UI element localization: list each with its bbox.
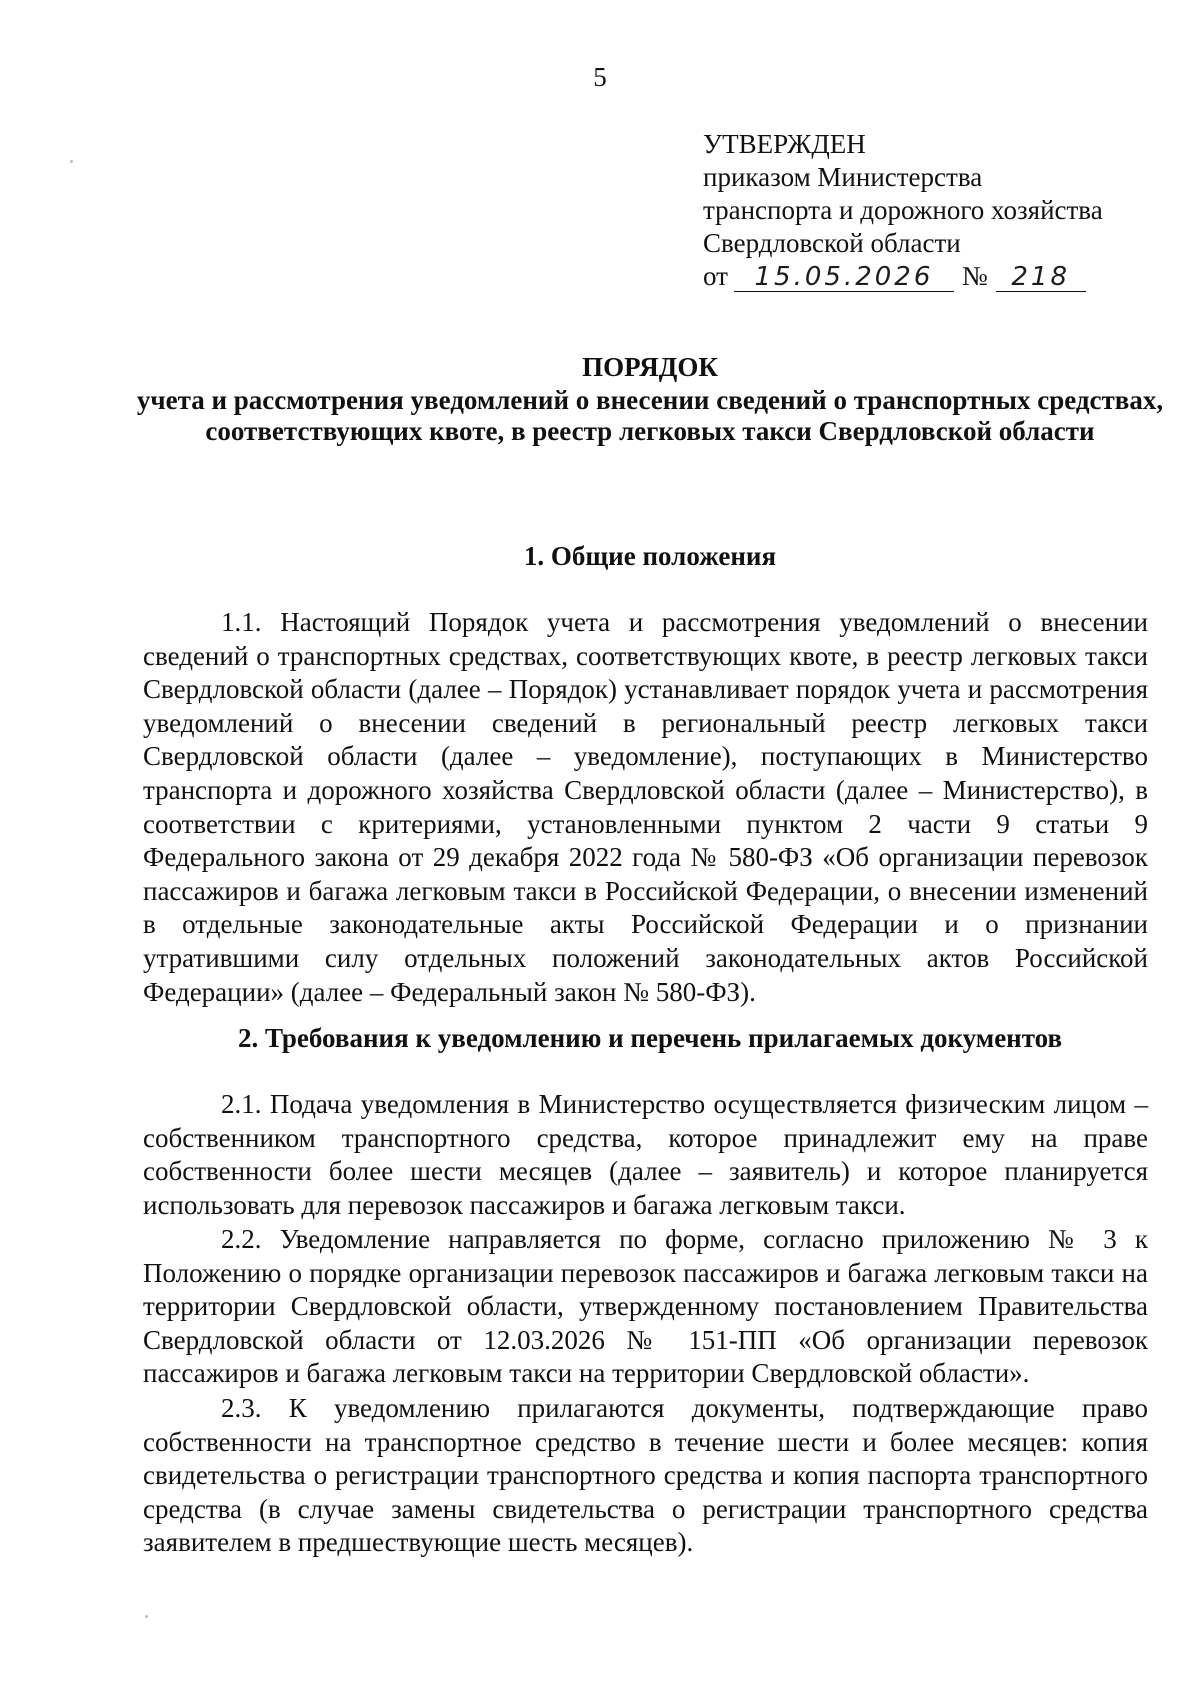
number-prefix: № (961, 261, 988, 291)
paragraph-2-2: 2.2. Уведомление направляется по форме, согласно приложению № 3 к Положению о порядке организации перевозок пассажиров и багажа легковым такси на территории Свердловской области, утвержденному постановлением Правительства Свердловской области от 12.03.2026 № 151-ПП «Об организации перевозок пассажиров и багажа легковым такси на территории Свердловской области». (143, 1224, 1148, 1389)
scan-speck (145, 1615, 148, 1618)
date-prefix: от (703, 261, 728, 291)
page-number: 5 (593, 62, 607, 92)
document-title (120, 352, 1180, 447)
approval-line-1: приказом Министерства (703, 162, 983, 192)
section-heading-2: 2. Требования к уведомлению и перечень прилагаемых документов (237, 1023, 1063, 1053)
document-title-main: ПОРЯДОК (582, 352, 718, 382)
paragraph-1-1: 1.1. Настоящий Порядок учета и рассмотрения уведомлений о внесении сведений о транспортных средствах, соответствующих квоте, в реестр легковых такси Свердловской области (далее – Порядок) устанавливает порядок учета и рассмотрения уведомлений о внесении сведений в региональный реестр легковых такси Свердловской области (далее – уведомление), поступающих в Министерство транспорта и дорожного хозяйства Свердловской области (далее – Министерство), в соответствии с критериями, установленными пунктом 2 части 9 статьи 9 Федерального закона от 29 декабря 2022 года № 580-ФЗ «Об организации перевозок пассажиров и багажа легковым такси в Российской Федерации, о внесении изменений в отдельные законодательные акты Российской Федерации и о признании утратившими силу отдельных положений законодательных актов Российской Федерации» (далее – Федеральный закон № 580-ФЗ). (143, 607, 1148, 1007)
approval-date-number-line (703, 260, 1173, 293)
approval-number-handwritten: 218 (996, 263, 1086, 292)
approval-date-handwritten: 15.05.2026 (734, 263, 954, 292)
approval-line-3: Свердловской области (703, 228, 961, 258)
paragraph-2-3: 2.3. К уведомлению прилагаются документы, подтверждающие право собственности на транспортное средство в течение шести и более месяцев: копия свидетельства о регистрации транспортного средства и копия паспорта транспортного средства (в случае замены свидетельства о регистрации транспортного средства заявителем в предшествующие шесть месяцев). (143, 1393, 1148, 1558)
paragraph-2-1: 2.1. Подача уведомления в Министерство осуществляется физическим лицом – собственником транспортного средства, которое принадлежит ему на праве собственности более шести месяцев (далее – заявитель) и которое планируется использовать для перевозок пассажиров и багажа легковым такси. (143, 1089, 1148, 1220)
approval-heading: УТВЕРЖДЕН (703, 129, 866, 159)
approval-stamp-block (703, 128, 1173, 293)
approval-line-2: транспорта и дорожного хозяйства (703, 195, 1103, 225)
section-heading-1: 1. Общие положения (523, 541, 777, 571)
document-title-subtitle: учета и рассмотрения уведомлений о внесении сведений о транспортных средствах, соответствующих квоте, в реестр легковых такси Свердловской области (136, 385, 1164, 446)
scan-speck (70, 160, 73, 163)
